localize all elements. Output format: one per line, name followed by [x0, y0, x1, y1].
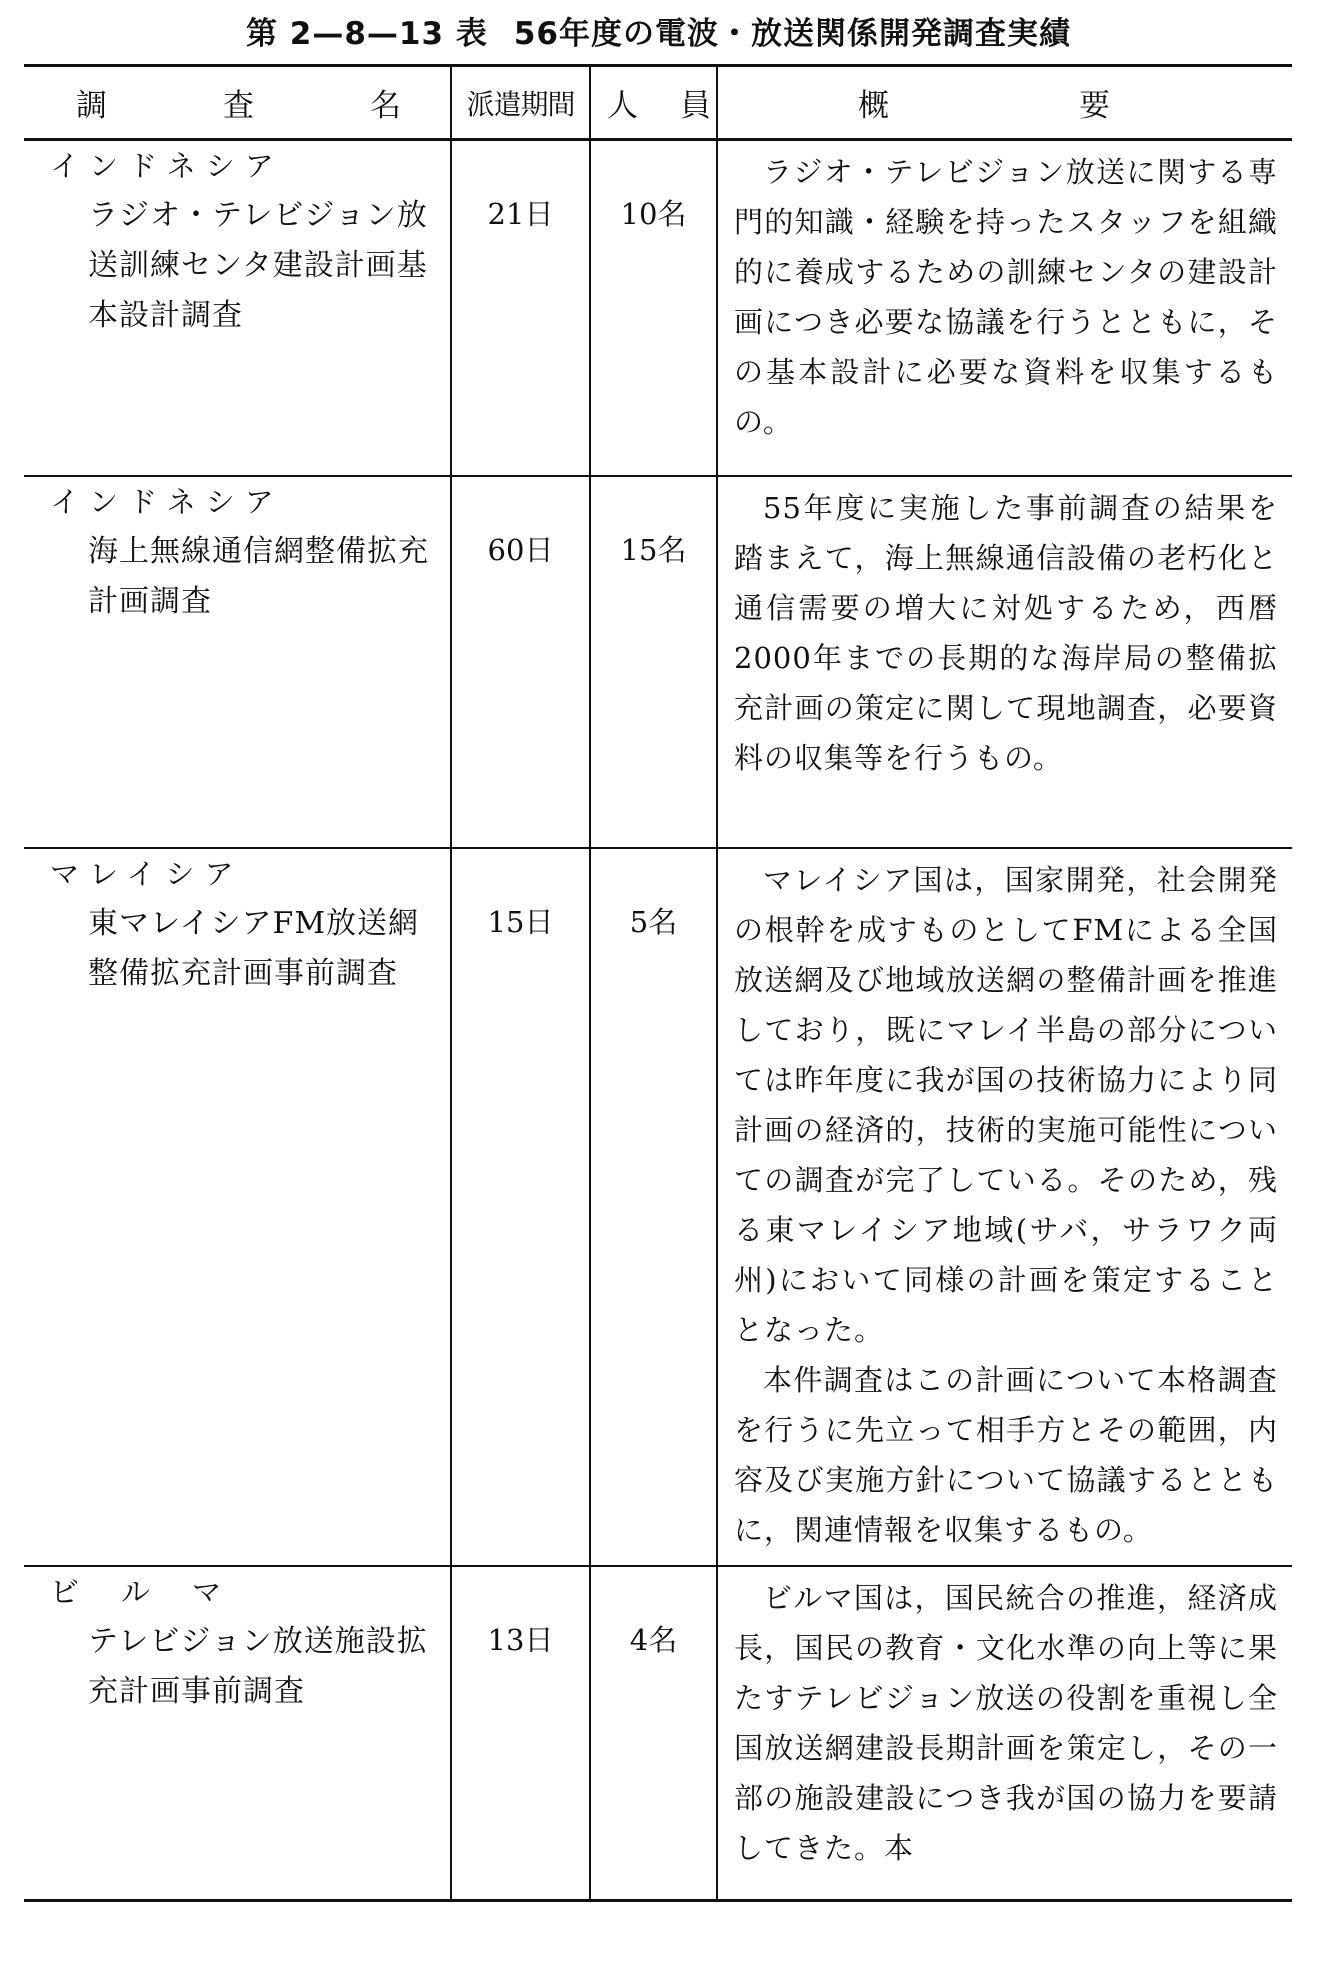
- summary-text: [718, 1567, 1292, 1883]
- table-header-row: [24, 66, 1292, 140]
- table-row: [24, 1566, 1292, 1901]
- summary-paragraph: ラジオ・テレビジョン放送に関する専門的知識・経験を持ったスタッフを組織的に養成するための訓練センタの建設計画につき必要な協議を行うとともに，その基本設計に必要な資料を収集するもの。: [734, 155, 1278, 439]
- header-summary-char-2: 要: [1079, 88, 1110, 124]
- country-label: ビルマ: [50, 1575, 264, 1609]
- header-summary: [717, 66, 1292, 140]
- header-people: [590, 66, 717, 140]
- header-summary-char-1: 概: [858, 88, 889, 124]
- results-table-container: [24, 64, 1292, 1902]
- table-title: 56年度の電波・放送関係開発調査実績: [513, 16, 1071, 52]
- summary-text: [718, 849, 1292, 1565]
- summary-cell: [717, 848, 1292, 1566]
- results-table: [24, 64, 1292, 1902]
- header-survey-name-char-3: 名: [370, 88, 401, 124]
- header-survey-name-char-1: 調: [76, 88, 107, 124]
- summary-paragraph: マレイシア国は，国家開発，社会開発の根幹を成すものとしてFMによる全国放送網及び地域放送網の整備計画を推進しており，既にマレイ半島の部分については昨年度に我が国の技術協力により同計画の経済的，技術的実施可能性についての調査が完了している。そのため，残る東マレイシア地域(サバ，サラワク両州)において同様の計画を策定することとなった。: [734, 863, 1278, 1347]
- dispatch-period: 21日: [451, 140, 590, 477]
- summary-cell: [717, 140, 1292, 477]
- personnel-count: 15名: [590, 476, 717, 848]
- survey-name: 東マレイシアFM放送網整備拡充計画事前調査: [88, 906, 420, 991]
- country-label: インドネシア: [50, 149, 284, 183]
- header-people-char-2: 員: [680, 88, 711, 124]
- survey-name-cell: [24, 140, 451, 477]
- summary-cell: [717, 1566, 1292, 1901]
- summary-cell: [717, 476, 1292, 848]
- header-period: 派遣期間: [451, 66, 590, 140]
- personnel-count: 4名: [590, 1566, 717, 1901]
- personnel-count: 5名: [590, 848, 717, 1566]
- dispatch-period: 15日: [451, 848, 590, 1566]
- summary-text: [718, 141, 1292, 457]
- survey-name-cell: [24, 1566, 451, 1901]
- summary-paragraph: 本件調査はこの計画について本格調査を行うに先立って相手方とその範囲，内容及び実施方針について協議するとともに，関連情報を収集するもの。: [734, 1363, 1278, 1547]
- dispatch-period: 60日: [451, 476, 590, 848]
- survey-name: テレビジョン放送施設拡充計画事前調査: [88, 1624, 428, 1709]
- page-title: [0, 8, 1317, 53]
- country-label: マレイシア: [50, 857, 244, 891]
- summary-paragraph: 55年度に実施した事前調査の結果を踏まえて，海上無線通信設備の老朽化と通信需要の増大に対処するため，西暦2000年までの長期的な海岸局の整備拡充計画の策定に関して現地調査，必要資料の収集等を行うもの。: [734, 491, 1278, 775]
- header-survey-name-char-2: 査: [223, 88, 254, 124]
- summary-paragraph: ビルマ国は，国民統合の推進，経済成長，国民の教育・文化水準の向上等に果たすテレビジョン放送の役割を重視し全国放送網建設長期計画を策定し，その一部の施設建設につき我が国の協力を要請してきた。本: [734, 1581, 1278, 1865]
- header-survey-name: [24, 66, 451, 140]
- country-label: インドネシア: [50, 485, 284, 519]
- personnel-count: 10名: [590, 140, 717, 477]
- table-row: [24, 848, 1292, 1566]
- survey-name-cell: [24, 848, 451, 1566]
- dispatch-period: 13日: [451, 1566, 590, 1901]
- summary-text: [718, 477, 1292, 793]
- header-people-char-1: 人: [607, 88, 638, 124]
- survey-name-cell: [24, 476, 451, 848]
- table-row: [24, 476, 1292, 848]
- survey-name: ラジオ・テレビジョン放送訓練センタ建設計画基本設計調査: [88, 198, 428, 333]
- survey-name: 海上無線通信網整備拡充計画調査: [88, 534, 429, 619]
- table-row: [24, 140, 1292, 477]
- table-number: 第 2—8—13 表: [245, 16, 488, 52]
